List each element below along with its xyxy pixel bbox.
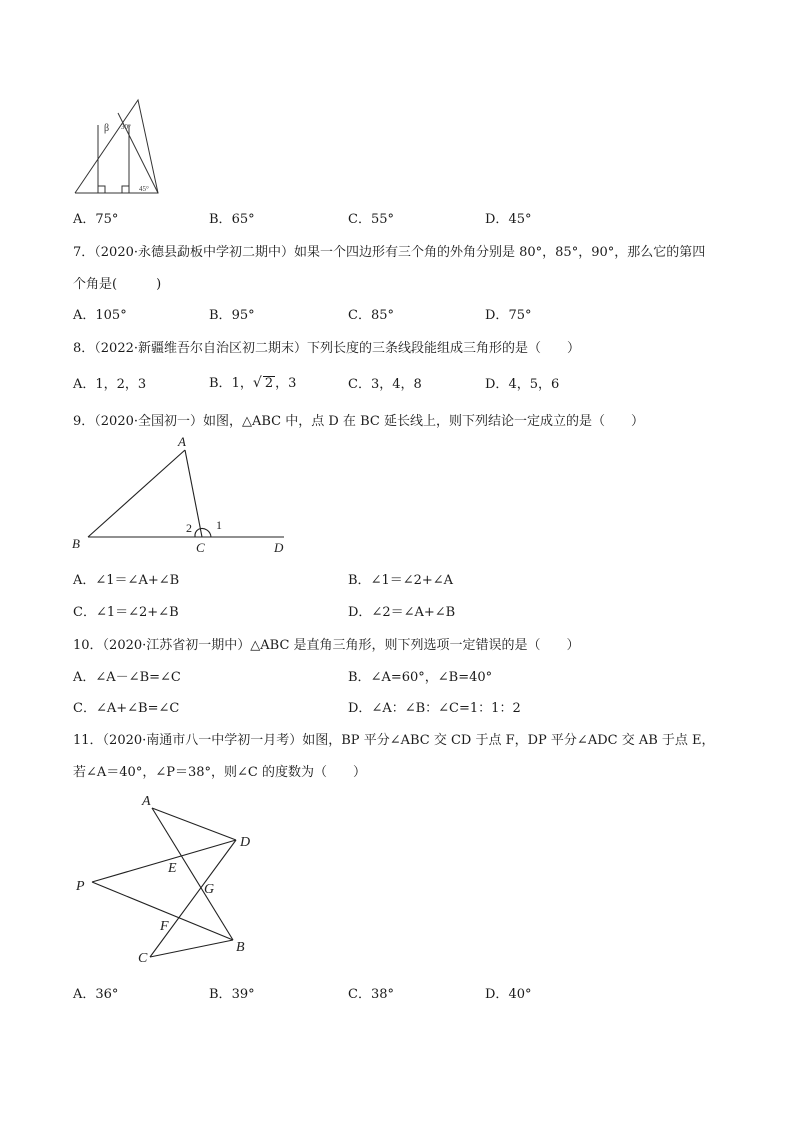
q9-label-A: A xyxy=(178,434,186,449)
q6-label-45: 45° xyxy=(139,185,149,193)
q11-stem-line2: 若∠A＝40°，∠P＝38°，则∠C 的度数为（ ） xyxy=(73,765,366,780)
q9-option-b[interactable]: B．∠1＝∠2+∠A xyxy=(348,573,454,588)
q10-option-d[interactable]: D．∠A：∠B：∠C=1：1：2 xyxy=(348,701,521,716)
q9-label-1: 1 xyxy=(216,518,222,532)
q9-option-a[interactable]: A．∠1＝∠A+∠B xyxy=(73,573,180,588)
q11-label-A: A xyxy=(142,794,151,809)
q10-option-b[interactable]: B．∠A=60°，∠B=40° xyxy=(348,670,493,685)
q6-figure xyxy=(70,95,170,205)
q11-stem-line1: 11．（2020·南通市八一中学初一月考）如图，BP 平分∠ABC 交 CD 于点 F，DP 平分∠ADC 交 AB 于点 E， xyxy=(73,733,715,748)
q11-option-c[interactable]: C．38° xyxy=(348,987,394,1002)
q9-stem-line1: 9．（2020·全国初一）如图，△ABC 中，点 D 在 BC 延长线上，则下列结论一定成立的是（ ） xyxy=(73,414,644,429)
q6-option-d[interactable]: D．45° xyxy=(485,212,532,227)
q11-label-D: D xyxy=(240,835,251,850)
q9-label-C: C xyxy=(196,540,205,555)
q11-label-B: B xyxy=(236,940,245,955)
q7-option-a[interactable]: A．105° xyxy=(73,308,127,323)
q9-label-B: B xyxy=(72,536,80,551)
q8-stem-line1: 8．（2022·新疆维吾尔自治区初二期末）下列长度的三条线段能组成三角形的是（ ） xyxy=(73,341,580,356)
q9-label-D: D xyxy=(274,540,284,555)
sqrt-symbol: √ 2 xyxy=(252,375,274,391)
q11-option-a[interactable]: A．36° xyxy=(73,987,119,1002)
q8-option-d[interactable]: D．4，5，6 xyxy=(485,377,560,392)
q11-figure xyxy=(70,790,270,970)
q9-option-c[interactable]: C．∠1＝∠2+∠B xyxy=(73,605,179,620)
q7-stem-line1: 7．（2020·永德县勐板中学初二期中）如果一个四边形有三个角的外角分别是 80°，85°，90°，那么它的第四 xyxy=(73,245,706,260)
q9-figure xyxy=(70,432,300,562)
q7-option-b[interactable]: B．95° xyxy=(209,308,255,323)
q11-option-d[interactable]: D．40° xyxy=(485,987,532,1002)
q11-label-F: F xyxy=(160,919,169,934)
q9-option-d[interactable]: D．∠2＝∠A+∠B xyxy=(348,605,456,620)
q7-option-c[interactable]: C．85° xyxy=(348,308,394,323)
q11-label-C: C xyxy=(138,951,148,966)
q11-label-E: E xyxy=(168,861,177,876)
q7-option-d[interactable]: D．75° xyxy=(485,308,532,323)
q11-label-G: G xyxy=(204,882,215,897)
q10-stem-line1: 10．（2020·江苏省初一期中）△ABC 是直角三角形，则下列选项一定错误的是（ ） xyxy=(73,638,580,653)
q8-option-a[interactable]: A．1，2，3 xyxy=(73,377,147,392)
q10-option-a[interactable]: A．∠A－∠B=∠C xyxy=(73,670,181,685)
q11-option-b[interactable]: B．39° xyxy=(209,987,255,1002)
q8-option-b[interactable]: B．1， √ 2 ，3 xyxy=(209,375,297,391)
q6-label-30: 30° xyxy=(121,123,131,131)
q8-option-c[interactable]: C．3，4，8 xyxy=(348,377,422,392)
q6-option-a[interactable]: A．75° xyxy=(73,212,119,227)
q9-label-2: 2 xyxy=(186,521,192,535)
q11-label-P: P xyxy=(76,879,85,894)
q7-stem-line2: 个角是( ) xyxy=(73,277,162,292)
q6-label-beta: β xyxy=(104,123,110,134)
radical-sign: √ xyxy=(252,375,262,391)
q6-option-c[interactable]: C．55° xyxy=(348,212,394,227)
q10-option-c[interactable]: C．∠A+∠B=∠C xyxy=(73,701,180,716)
q6-option-b[interactable]: B．65° xyxy=(209,212,255,227)
